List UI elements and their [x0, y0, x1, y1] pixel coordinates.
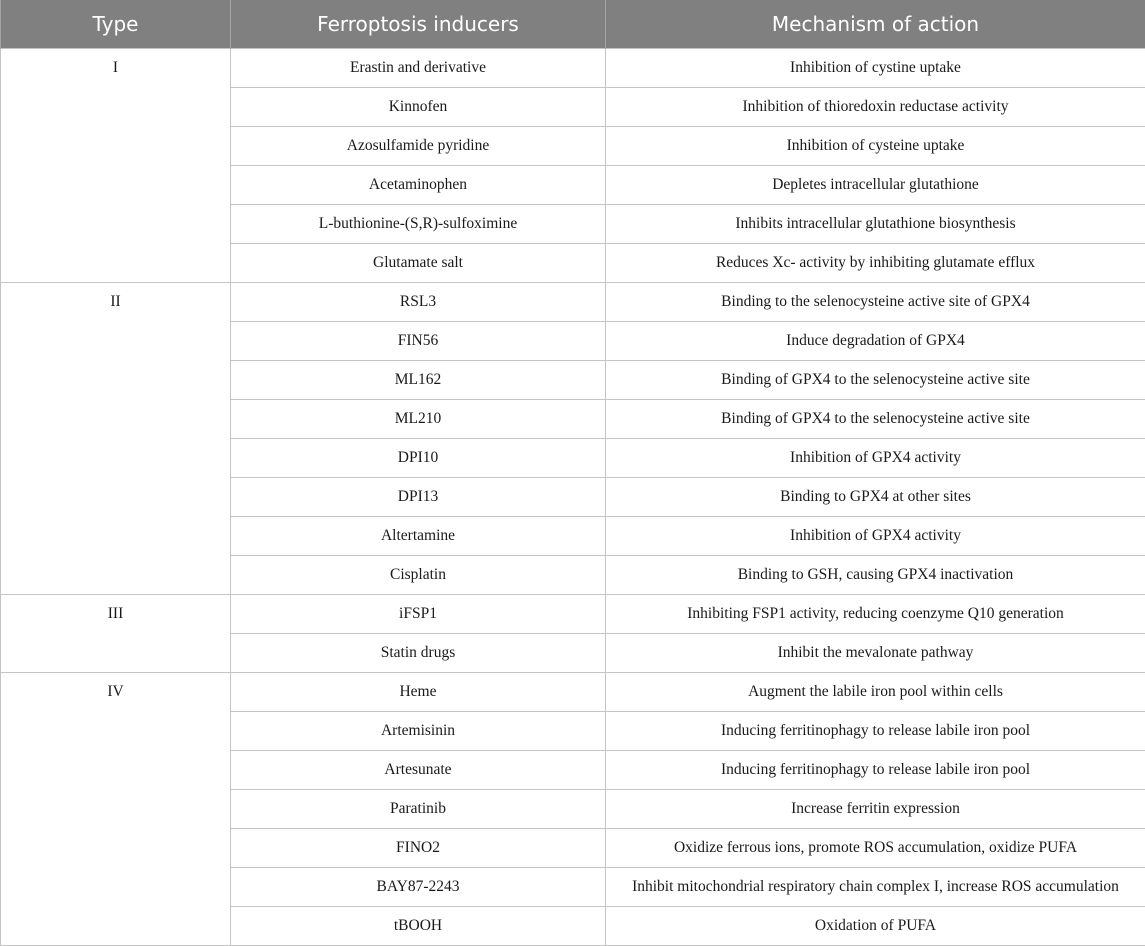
mechanism-cell: Augment the labile iron pool within cells: [606, 673, 1145, 712]
inducer-cell: BAY87-2243: [231, 868, 606, 907]
mechanism-cell: Binding of GPX4 to the selenocysteine active site: [606, 361, 1145, 400]
mechanism-cell: Inhibition of cysteine uptake: [606, 127, 1145, 166]
mechanism-cell: Binding of GPX4 to the selenocysteine active site: [606, 400, 1145, 439]
inducer-cell: iFSP1: [231, 595, 606, 634]
inducer-cell: Paratinib: [231, 790, 606, 829]
mechanism-cell: Reduces Xc- activity by inhibiting glutamate efflux: [606, 244, 1145, 283]
mechanism-cell: Depletes intracellular glutathione: [606, 166, 1145, 205]
mechanism-cell: Increase ferritin expression: [606, 790, 1145, 829]
type-cell: III: [1, 595, 231, 673]
mechanism-cell: Inducing ferritinophagy to release labile iron pool: [606, 712, 1145, 751]
inducer-cell: Artemisinin: [231, 712, 606, 751]
table-row: [1, 283, 1145, 322]
table-row: [1, 49, 1145, 88]
mechanism-cell: Oxidize ferrous ions, promote ROS accumulation, oxidize PUFA: [606, 829, 1145, 868]
type-cell: IV: [1, 673, 231, 946]
header-type: Type: [1, 0, 231, 49]
table-body: [1, 49, 1145, 946]
inducer-cell: FIN56: [231, 322, 606, 361]
inducer-cell: DPI13: [231, 478, 606, 517]
inducer-cell: Statin drugs: [231, 634, 606, 673]
inducer-cell: RSL3: [231, 283, 606, 322]
inducer-cell: Kinnofen: [231, 88, 606, 127]
inducer-cell: ML162: [231, 361, 606, 400]
mechanism-cell: Binding to GPX4 at other sites: [606, 478, 1145, 517]
mechanism-cell: Inhibit the mevalonate pathway: [606, 634, 1145, 673]
inducer-cell: Erastin and derivative: [231, 49, 606, 88]
mechanism-cell: Inhibition of GPX4 activity: [606, 439, 1145, 478]
header-ferroptosis-inducers: Ferroptosis inducers: [231, 0, 606, 49]
mechanism-cell: Induce degradation of GPX4: [606, 322, 1145, 361]
type-cell: I: [1, 49, 231, 283]
type-cell: II: [1, 283, 231, 595]
mechanism-cell: Oxidation of PUFA: [606, 907, 1145, 946]
inducer-cell: Heme: [231, 673, 606, 712]
mechanism-cell: Inhibition of GPX4 activity: [606, 517, 1145, 556]
inducer-cell: Altertamine: [231, 517, 606, 556]
mechanism-cell: Binding to the selenocysteine active site of GPX4: [606, 283, 1145, 322]
mechanism-cell: Inhibition of thioredoxin reductase activity: [606, 88, 1145, 127]
inducer-cell: L-buthionine-(S,R)-sulfoximine: [231, 205, 606, 244]
inducer-cell: Glutamate salt: [231, 244, 606, 283]
mechanism-cell: Inhibiting FSP1 activity, reducing coenzyme Q10 generation: [606, 595, 1145, 634]
header-row: [1, 0, 1145, 49]
inducer-cell: Acetaminophen: [231, 166, 606, 205]
inducer-cell: tBOOH: [231, 907, 606, 946]
mechanism-cell: Inhibits intracellular glutathione biosynthesis: [606, 205, 1145, 244]
inducer-cell: FINO2: [231, 829, 606, 868]
table-row: [1, 673, 1145, 712]
mechanism-cell: Inducing ferritinophagy to release labile iron pool: [606, 751, 1145, 790]
table-header: [1, 0, 1145, 49]
mechanism-cell: Inhibit mitochondrial respiratory chain complex I, increase ROS accumulation: [606, 868, 1145, 907]
mechanism-cell: Inhibition of cystine uptake: [606, 49, 1145, 88]
table-row: [1, 595, 1145, 634]
inducer-cell: Artesunate: [231, 751, 606, 790]
inducer-cell: DPI10: [231, 439, 606, 478]
inducer-cell: Cisplatin: [231, 556, 606, 595]
inducer-cell: Azosulfamide pyridine: [231, 127, 606, 166]
header-mechanism-of-action: Mechanism of action: [606, 0, 1145, 49]
mechanism-cell: Binding to GSH, causing GPX4 inactivation: [606, 556, 1145, 595]
inducer-cell: ML210: [231, 400, 606, 439]
